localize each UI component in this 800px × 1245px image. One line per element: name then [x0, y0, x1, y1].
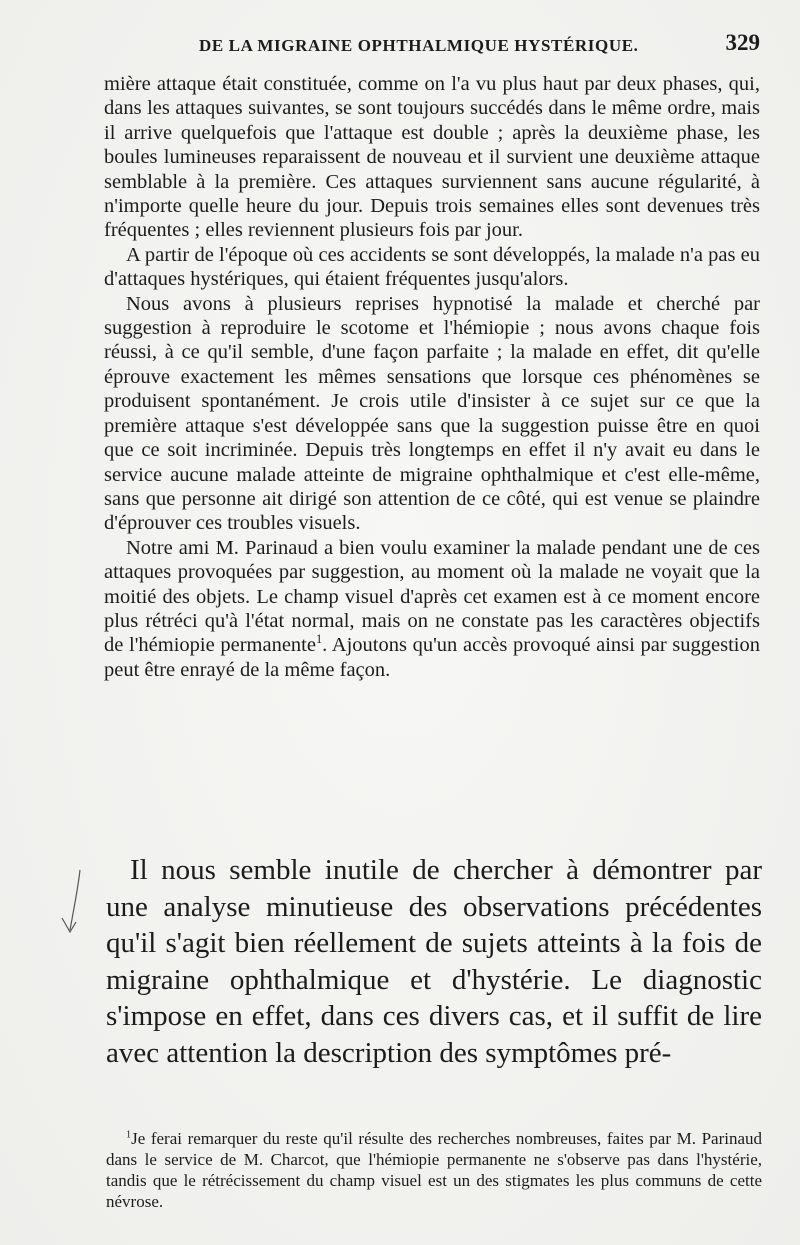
running-title: DE LA MIGRAINE OPHTHALMIQUE HYSTÉRIQUE. [199, 36, 639, 55]
paragraph [104, 536, 760, 682]
paragraph-text: Notre ami M. Parinaud a bien voulu examiner la malade pendant une de ces attaques provoquées par suggestion, au moment où la malade ne voyait que la moitié des objets. Le champ visuel d'après cet examen est à ce moment encore plus rétréci qu'à l'état normal, mais on ne constate pas les caractères objectifs de l'hémiopie permanente [104, 536, 760, 657]
page-header [104, 28, 764, 64]
paragraph: Nous avons à plusieurs reprises hypnotisé la malade et cherché par suggestion à reproduire le scotome et l'hémiopie ; nous avons chaque fois réussi, à ce qu'il semble, d'une façon parfaite ; la malade en effet, dit qu'elle éprouve exactement les mêmes sensations que lorsque ces phénomènes se produisent spontanément. Je crois utile d'insister à ce sujet sur ce que la première attaque s'est développée sans que la suggestion puisse être en quoi que ce soit incriminée. Depuis très longtemps en effet il n'y avait eu dans le service aucune malade atteinte de migraine ophthalmique et c'est elle-même, sans que personne ait dirigé son attention de ce côté, qui est venue se plaindre d'éprouver ces troubles visuels. [104, 292, 760, 535]
footnote-marker: 1 [126, 1129, 132, 1141]
footnote-reference: 1 [315, 632, 323, 647]
paragraph: Il nous semble inutile de chercher à démontrer par une analyse minutieuse des observations précédentes qu'il s'agit bien réellement de sujets atteints à la fois de migraine ophthalmique et d'hystérie. Le diagnostic s'impose en effet, dans ces divers cas, et il suffit de lire avec attention la description des symptômes pré- [106, 854, 762, 1069]
paragraph: mière attaque était constituée, comme on l'a vu plus haut par deux phases, qui, dans les attaques suivantes, se sont toujours succédés dans le même ordre, mais il arrive quelquefois que l'attaque est double ; après la deuxième phase, les boules lumineuses reparaissent de nouveau et il survient une deuxième attaque semblable à la première. Ces attaques surviennent sans aucune régularité, à n'importe quelle heure du jour. Depuis trois semaines elles sont devenues très fréquentes ; elles reviennent plusieurs fois par jour. [104, 73, 760, 242]
page-number: 329 [725, 30, 760, 55]
footnote [106, 1128, 762, 1212]
large-print-section [106, 852, 762, 1071]
paragraph-text-continued: . Ajoutons qu'un accès provoqué ainsi par suggestion peut être enrayé de la même façon. [104, 634, 761, 681]
paragraph: A partir de l'époque où ces accidents se sont développés, la malade n'a pas eu d'attaques hystériques, qui étaient fréquentes jusqu'alors. [104, 243, 760, 291]
margin-pencil-mark [58, 868, 88, 938]
footnote-text: Je ferai remarquer du reste qu'il résulte des recherches nombreuses, faites par M. Parinaud dans le service de M. Charcot, que l'hémiopie permanente ne s'observe pas dans l'hystérie, tandis que le rétrécissement du champ visuel est un des stigmates les plus communs de cette névrose. [106, 1129, 762, 1211]
body-text [104, 72, 760, 682]
